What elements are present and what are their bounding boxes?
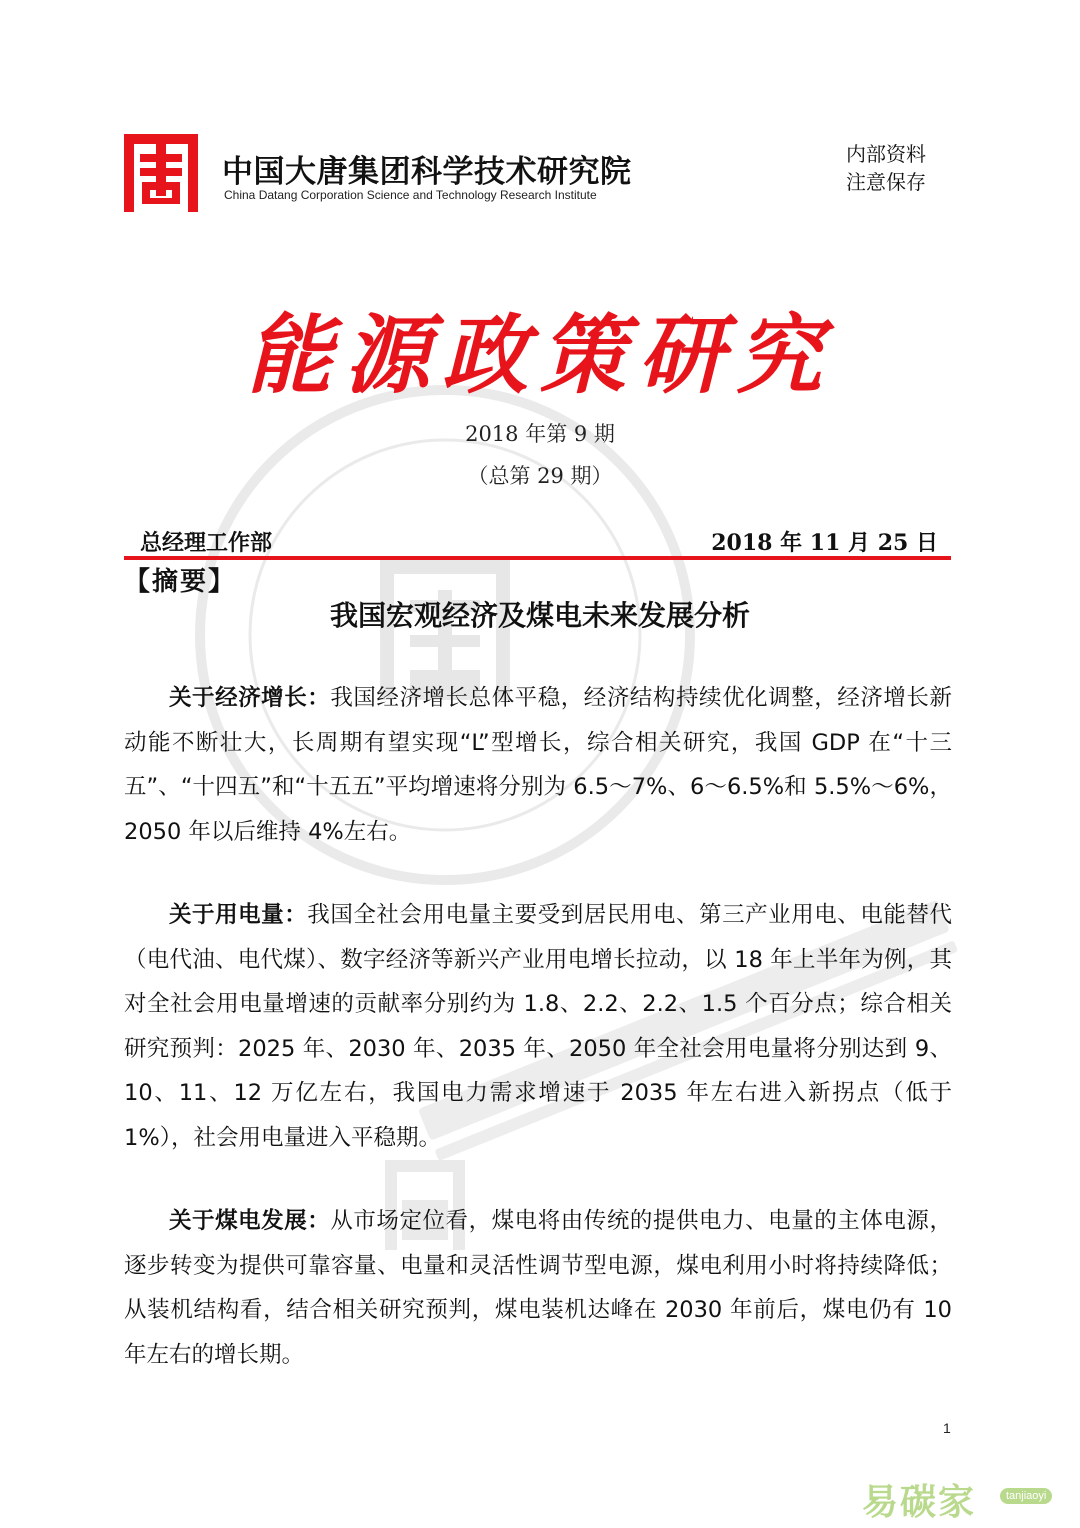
abstract-tag: 【摘要】: [124, 567, 237, 597]
issue-total: （总第 29 期）: [467, 464, 613, 488]
department: 总经理工作部: [140, 530, 273, 556]
paragraph-lead: 关于用电量：: [169, 902, 308, 928]
org-name-en: China Datang Corporation Science and Technology Research Institute: [224, 188, 597, 202]
issue-number: 2018 年第 9 期: [465, 422, 615, 446]
paragraph-text: 从市场定位看，煤电将由传统的提供电力、电量的主体电源，逐步转变为提供可靠容量、电量和灵活性调节型电源，煤电利用小时将持续降低；从装机结构看，结合相关研究预判，煤电装机达峰在 2030 年前后，煤电仍有 10 年左右的增长期。: [124, 1208, 952, 1368]
publication-title: 能源政策研究: [246, 305, 834, 406]
paragraph-lead: 关于经济增长：: [169, 685, 331, 711]
org-name-cn: 中国大唐集团科学技术研究院: [222, 154, 632, 190]
paragraph-economy: [124, 676, 952, 854]
header-divider: [124, 556, 951, 560]
paragraph-coal-power: [124, 1199, 952, 1377]
article-title: 我国宏观经济及煤电未来发展分析: [329, 599, 750, 632]
paragraph-text: 我国经济增长总体平稳，经济结构持续优化调整，经济增长新动能不断壮大，长周期有望实现“L”型增长，综合相关研究，我国 GDP 在“十三五”、“十四五”和“十五五”平均增速将分别为 6.5～7%、6～6.5%和 5.5%～6%，2050 年以后维持 4%左右。: [124, 685, 952, 845]
paragraph-lead: 关于煤电发展：: [169, 1208, 331, 1234]
notice-line: 内部资料: [846, 142, 926, 166]
paragraph-electricity: [124, 893, 952, 1160]
page-number: 1: [943, 1420, 951, 1436]
paragraph-text: 我国全社会用电量主要受到居民用电、第三产业用电、电能替代（电代油、电代煤）、数字经济等新兴产业用电增长拉动，以 18 年上半年为例，其对全社会用电量增速的贡献率分别约为 1.8、2.2、2.2、1.5 个百分点；综合相关研究预判：2025 年、2030 年、2035 年、2050 年全社会用电量将分别达到 9、10、11、12 万亿左右，我国电力需求增速于 2035 年左右进入新拐点（低于 1%），社会用电量进入平稳期。: [124, 902, 952, 1151]
datang-logo-icon: [124, 134, 198, 212]
site-watermark: [862, 1474, 1072, 1523]
confidential-notice: [846, 140, 966, 196]
notice-line: 注意保存: [846, 170, 926, 194]
publish-date: 2018 年 11 月 25 日: [711, 530, 938, 556]
site-name-cn: 易碳家: [862, 1482, 977, 1523]
site-name-en: tanjiaoyi: [1000, 1488, 1052, 1504]
